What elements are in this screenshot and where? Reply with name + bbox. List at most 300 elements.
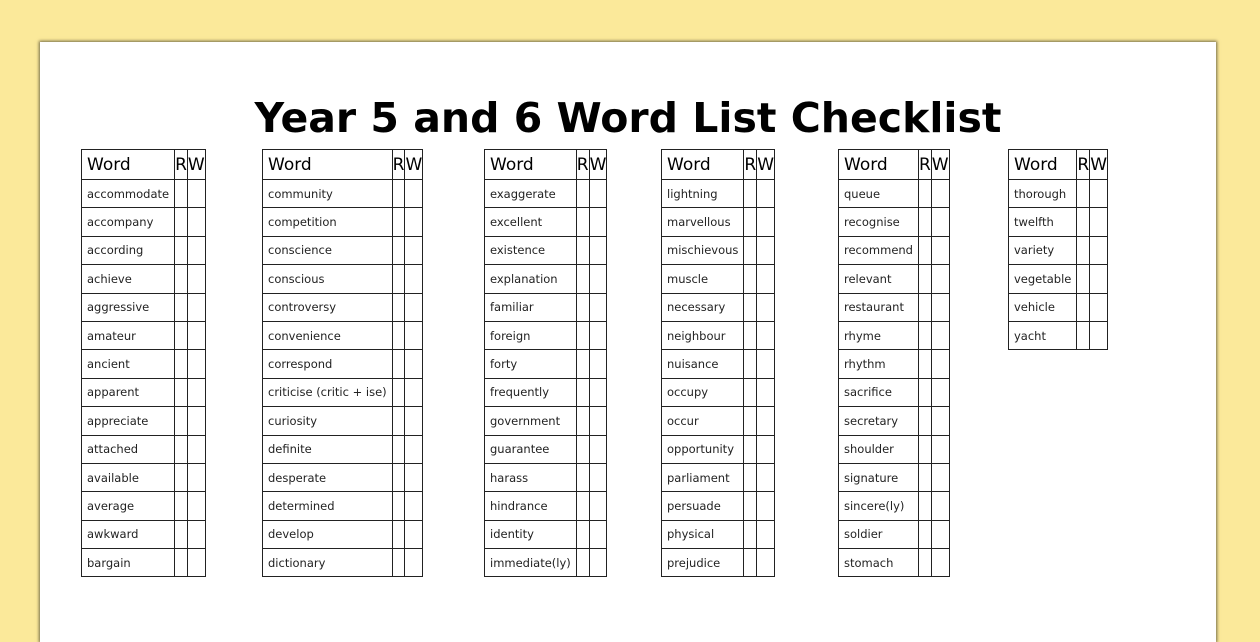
read-checkbox[interactable] [392,265,405,293]
write-checkbox[interactable] [931,208,949,236]
write-checkbox[interactable] [1090,208,1108,236]
word-cell: variety [1009,236,1077,264]
read-checkbox[interactable] [744,293,757,321]
write-checkbox[interactable] [589,321,607,349]
write-checkbox[interactable] [757,208,775,236]
write-checkbox[interactable] [589,492,607,520]
word-cell: community [263,180,393,208]
word-row [82,208,206,236]
read-checkbox[interactable] [392,492,405,520]
word-row [485,293,607,321]
write-checkbox[interactable] [1090,293,1108,321]
word-row [839,321,950,349]
word-cell: definite [263,435,393,463]
read-checkbox[interactable] [744,265,757,293]
write-checkbox[interactable] [931,180,949,208]
word-cell: vegetable [1009,265,1077,293]
write-header: W [405,150,423,180]
read-checkbox[interactable] [392,520,405,548]
word-row [1009,293,1108,321]
word-cell: dictionary [263,549,393,577]
word-row [485,492,607,520]
header-row [1009,150,1108,180]
write-header: W [931,150,949,180]
word-cell: physical [662,520,744,548]
word-row [263,492,423,520]
read-checkbox[interactable] [1077,321,1090,349]
read-checkbox[interactable] [918,463,931,491]
write-checkbox[interactable] [931,463,949,491]
word-row [485,350,607,378]
read-checkbox[interactable] [392,407,405,435]
word-row [82,378,206,406]
word-cell: familiar [485,293,577,321]
word-row [485,463,607,491]
read-checkbox[interactable] [1077,236,1090,264]
word-row [485,520,607,548]
word-row [263,350,423,378]
read-checkbox[interactable] [576,265,589,293]
word-cell: develop [263,520,393,548]
read-checkbox[interactable] [175,407,188,435]
word-cell: nuisance [662,350,744,378]
word-cell: conscious [263,265,393,293]
write-checkbox[interactable] [931,520,949,548]
word-row [662,407,775,435]
write-checkbox[interactable] [405,378,423,406]
read-checkbox[interactable] [744,549,757,577]
word-cell: queue [839,180,919,208]
read-checkbox[interactable] [175,492,188,520]
read-checkbox[interactable] [576,549,589,577]
word-row [485,378,607,406]
header-row [839,150,950,180]
read-checkbox[interactable] [918,321,931,349]
word-row [1009,321,1108,349]
write-checkbox[interactable] [589,378,607,406]
read-checkbox[interactable] [392,378,405,406]
read-checkbox[interactable] [744,492,757,520]
read-checkbox[interactable] [744,407,757,435]
word-row [82,321,206,349]
write-checkbox[interactable] [931,435,949,463]
read-checkbox[interactable] [576,293,589,321]
write-checkbox[interactable] [1090,236,1108,264]
read-checkbox[interactable] [392,208,405,236]
write-checkbox[interactable] [405,180,423,208]
read-checkbox[interactable] [392,350,405,378]
write-checkbox[interactable] [757,549,775,577]
word-cell: rhythm [839,350,919,378]
word-row [839,293,950,321]
word-row [662,492,775,520]
word-cell: achieve [82,265,175,293]
write-header: W [757,150,775,180]
read-header: R [1077,150,1090,180]
word-header: Word [82,150,175,180]
read-checkbox[interactable] [576,350,589,378]
word-cell: necessary [662,293,744,321]
read-header: R [576,150,589,180]
write-checkbox[interactable] [589,463,607,491]
read-checkbox[interactable] [175,208,188,236]
word-row [662,520,775,548]
write-header: W [187,150,205,180]
word-cell: desperate [263,463,393,491]
write-checkbox[interactable] [405,236,423,264]
read-checkbox[interactable] [576,492,589,520]
read-checkbox[interactable] [392,549,405,577]
read-checkbox[interactable] [918,407,931,435]
read-checkbox[interactable] [918,208,931,236]
word-row [839,407,950,435]
write-checkbox[interactable] [187,180,205,208]
write-checkbox[interactable] [405,293,423,321]
word-row [82,180,206,208]
word-column-6 [1008,149,1108,350]
word-row [1009,236,1108,264]
word-cell: identity [485,520,577,548]
write-checkbox[interactable] [405,463,423,491]
word-row [839,520,950,548]
write-checkbox[interactable] [187,492,205,520]
write-checkbox[interactable] [757,321,775,349]
write-checkbox[interactable] [589,293,607,321]
word-row [263,407,423,435]
word-cell: curiosity [263,407,393,435]
read-checkbox[interactable] [918,265,931,293]
read-checkbox[interactable] [744,236,757,264]
write-checkbox[interactable] [589,350,607,378]
word-cell: amateur [82,321,175,349]
word-row [662,463,775,491]
write-checkbox[interactable] [187,549,205,577]
read-header: R [392,150,405,180]
word-row [662,208,775,236]
read-checkbox[interactable] [576,520,589,548]
write-checkbox[interactable] [187,520,205,548]
word-row [263,293,423,321]
word-row [485,435,607,463]
write-checkbox[interactable] [187,293,205,321]
word-cell: appreciate [82,407,175,435]
word-row [662,350,775,378]
write-checkbox[interactable] [589,520,607,548]
word-row [263,321,423,349]
read-checkbox[interactable] [918,236,931,264]
word-cell: exaggerate [485,180,577,208]
word-row [485,549,607,577]
read-checkbox[interactable] [918,350,931,378]
word-row [1009,265,1108,293]
word-cell: apparent [82,378,175,406]
write-checkbox[interactable] [931,321,949,349]
header-row [82,150,206,180]
header-row [662,150,775,180]
word-cell: opportunity [662,435,744,463]
write-checkbox[interactable] [757,378,775,406]
write-checkbox[interactable] [405,549,423,577]
write-checkbox[interactable] [589,407,607,435]
word-cell: existence [485,236,577,264]
page-title: Year 5 and 6 Word List Checklist [254,94,1002,142]
word-cell: prejudice [662,549,744,577]
word-cell: awkward [82,520,175,548]
word-row [662,293,775,321]
word-row [263,435,423,463]
word-cell: accompany [82,208,175,236]
read-checkbox[interactable] [918,180,931,208]
write-checkbox[interactable] [405,520,423,548]
write-checkbox[interactable] [405,350,423,378]
word-row [485,180,607,208]
word-cell: signature [839,463,919,491]
word-row [839,350,950,378]
word-row [82,520,206,548]
read-checkbox[interactable] [392,180,405,208]
read-checkbox[interactable] [175,520,188,548]
write-checkbox[interactable] [589,208,607,236]
read-checkbox[interactable] [175,265,188,293]
word-header: Word [839,150,919,180]
word-cell: convenience [263,321,393,349]
read-checkbox[interactable] [175,321,188,349]
read-checkbox[interactable] [392,321,405,349]
word-row [263,180,423,208]
word-row [839,549,950,577]
read-checkbox[interactable] [744,520,757,548]
read-checkbox[interactable] [744,463,757,491]
write-checkbox[interactable] [187,208,205,236]
read-header: R [918,150,931,180]
word-row [82,407,206,435]
word-row [263,236,423,264]
header-row [263,150,423,180]
write-checkbox[interactable] [1090,321,1108,349]
read-checkbox[interactable] [175,236,188,264]
word-row [1009,208,1108,236]
word-row [82,293,206,321]
word-cell: sacrifice [839,378,919,406]
word-column-1 [81,149,206,577]
word-row [263,265,423,293]
read-checkbox[interactable] [392,435,405,463]
read-checkbox[interactable] [918,520,931,548]
read-checkbox[interactable] [392,293,405,321]
word-row [839,378,950,406]
read-checkbox[interactable] [175,293,188,321]
write-checkbox[interactable] [931,407,949,435]
read-checkbox[interactable] [392,236,405,264]
read-checkbox[interactable] [1077,293,1090,321]
write-checkbox[interactable] [757,180,775,208]
word-row [82,463,206,491]
word-cell: hindrance [485,492,577,520]
read-checkbox[interactable] [576,378,589,406]
read-checkbox[interactable] [1077,208,1090,236]
read-checkbox[interactable] [918,435,931,463]
write-checkbox[interactable] [187,378,205,406]
worksheet-page [40,42,1216,642]
read-checkbox[interactable] [576,435,589,463]
word-row [662,378,775,406]
word-cell: immediate(ly) [485,549,577,577]
header-row [485,150,607,180]
word-row [839,208,950,236]
write-checkbox[interactable] [757,435,775,463]
read-checkbox[interactable] [1077,180,1090,208]
write-checkbox[interactable] [757,350,775,378]
word-cell: lightning [662,180,744,208]
read-checkbox[interactable] [576,463,589,491]
word-cell: occupy [662,378,744,406]
write-checkbox[interactable] [405,407,423,435]
write-checkbox[interactable] [187,407,205,435]
read-checkbox[interactable] [744,321,757,349]
word-cell: controversy [263,293,393,321]
word-cell: occur [662,407,744,435]
read-checkbox[interactable] [918,293,931,321]
read-checkbox[interactable] [175,350,188,378]
word-row [82,265,206,293]
write-checkbox[interactable] [187,463,205,491]
read-checkbox[interactable] [918,378,931,406]
write-checkbox[interactable] [931,265,949,293]
write-checkbox[interactable] [589,236,607,264]
word-cell: criticise (critic + ise) [263,378,393,406]
write-checkbox[interactable] [1090,180,1108,208]
write-checkbox[interactable] [187,435,205,463]
word-cell: according [82,236,175,264]
word-cell: neighbour [662,321,744,349]
word-row [485,265,607,293]
write-checkbox[interactable] [931,549,949,577]
word-cell: average [82,492,175,520]
read-checkbox[interactable] [918,492,931,520]
read-header: R [744,150,757,180]
word-cell: aggressive [82,293,175,321]
read-checkbox[interactable] [175,549,188,577]
read-checkbox[interactable] [576,180,589,208]
word-cell: available [82,463,175,491]
word-cell: conscience [263,236,393,264]
write-checkbox[interactable] [187,265,205,293]
word-header: Word [263,150,393,180]
word-cell: yacht [1009,321,1077,349]
write-checkbox[interactable] [187,321,205,349]
write-checkbox[interactable] [757,492,775,520]
word-row [263,549,423,577]
word-row [82,236,206,264]
word-cell: muscle [662,265,744,293]
write-checkbox[interactable] [931,378,949,406]
write-checkbox[interactable] [187,236,205,264]
write-checkbox[interactable] [589,435,607,463]
read-header: R [175,150,188,180]
write-checkbox[interactable] [931,492,949,520]
word-cell: twelfth [1009,208,1077,236]
write-checkbox[interactable] [405,492,423,520]
write-checkbox[interactable] [589,180,607,208]
write-checkbox[interactable] [757,265,775,293]
read-checkbox[interactable] [744,378,757,406]
word-row [263,208,423,236]
word-cell: forty [485,350,577,378]
write-checkbox[interactable] [405,435,423,463]
word-row [662,236,775,264]
word-cell: bargain [82,549,175,577]
word-cell: excellent [485,208,577,236]
word-cell: parliament [662,463,744,491]
write-checkbox[interactable] [405,208,423,236]
word-row [662,321,775,349]
write-checkbox[interactable] [187,350,205,378]
write-checkbox[interactable] [405,265,423,293]
word-cell: persuade [662,492,744,520]
word-cell: harass [485,463,577,491]
word-cell: frequently [485,378,577,406]
read-checkbox[interactable] [175,378,188,406]
write-checkbox[interactable] [931,293,949,321]
word-cell: recommend [839,236,919,264]
word-row [839,463,950,491]
write-checkbox[interactable] [757,520,775,548]
word-row [662,435,775,463]
write-checkbox[interactable] [1090,265,1108,293]
write-checkbox[interactable] [757,407,775,435]
read-checkbox[interactable] [576,236,589,264]
read-checkbox[interactable] [175,180,188,208]
word-row [82,435,206,463]
write-checkbox[interactable] [757,236,775,264]
read-checkbox[interactable] [576,208,589,236]
word-cell: stomach [839,549,919,577]
word-cell: marvellous [662,208,744,236]
write-checkbox[interactable] [757,463,775,491]
write-checkbox[interactable] [931,236,949,264]
word-row [839,492,950,520]
word-cell: shoulder [839,435,919,463]
word-cell: foreign [485,321,577,349]
read-checkbox[interactable] [576,407,589,435]
write-checkbox[interactable] [405,321,423,349]
read-checkbox[interactable] [744,350,757,378]
read-checkbox[interactable] [175,435,188,463]
word-cell: correspond [263,350,393,378]
word-row [662,180,775,208]
word-row [839,435,950,463]
read-checkbox[interactable] [392,463,405,491]
read-checkbox[interactable] [1077,265,1090,293]
word-cell: guarantee [485,435,577,463]
word-cell: mischievous [662,236,744,264]
read-checkbox[interactable] [744,180,757,208]
write-checkbox[interactable] [931,350,949,378]
write-checkbox[interactable] [589,265,607,293]
word-row [839,265,950,293]
read-checkbox[interactable] [576,321,589,349]
read-checkbox[interactable] [918,549,931,577]
word-header: Word [485,150,577,180]
word-column-2 [262,149,423,577]
word-cell: thorough [1009,180,1077,208]
read-checkbox[interactable] [744,435,757,463]
write-checkbox[interactable] [589,549,607,577]
word-cell: recognise [839,208,919,236]
read-checkbox[interactable] [175,463,188,491]
read-checkbox[interactable] [744,208,757,236]
write-checkbox[interactable] [757,293,775,321]
